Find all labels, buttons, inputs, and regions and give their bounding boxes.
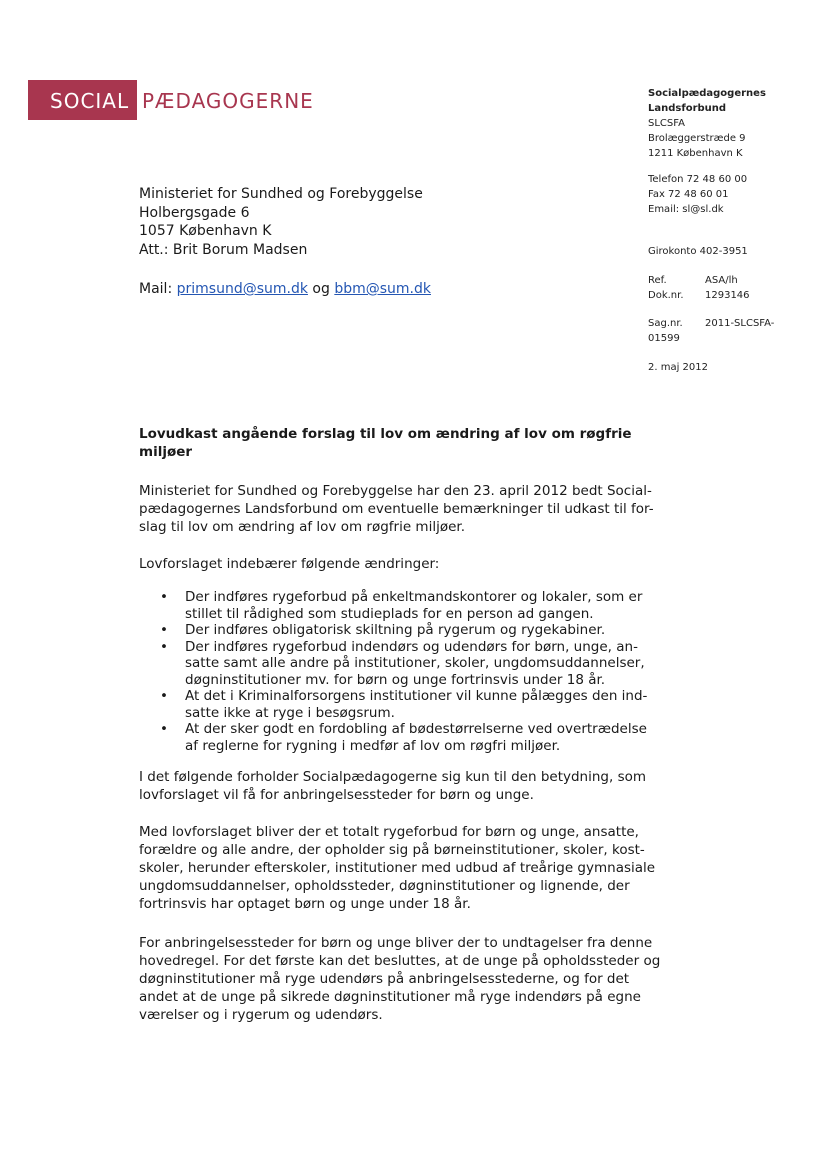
- reference-block: [648, 273, 750, 303]
- ref-label: Ref.: [648, 275, 667, 286]
- letter-heading: Lovudkast angående forslag til lov om ændring af lov om røgfrie miljøer: [139, 426, 632, 460]
- mail-link-bbm[interactable]: bbm@sum.dk: [334, 281, 431, 297]
- sagnr-continuation: 01599: [648, 333, 680, 344]
- changes-list: [139, 589, 659, 754]
- sender-org-line1: Socialpædagogernes: [648, 88, 766, 99]
- bullet-icon: •: [160, 622, 168, 638]
- paragraph-line: skoler, herunder efterskoler, institutioner med udbud af treårige gymnasiale: [139, 860, 656, 876]
- paragraph-line: For anbringelsessteder for børn og unge bliver der to undtagelser fra denne: [139, 935, 653, 951]
- list-item: [139, 688, 659, 721]
- mail-label: Mail:: [139, 281, 173, 297]
- bullet-icon: •: [160, 721, 168, 737]
- intro-line: Ministeriet for Sundhed og Forebyggelse har den 23. april 2012 bedt Social-: [139, 483, 652, 499]
- list-item-line: Der indføres rygeforbud på enkeltmandskontorer og lokaler, som er: [185, 589, 643, 605]
- recipient-address: [139, 185, 423, 259]
- sender-fax: Fax 72 48 60 01: [648, 189, 729, 200]
- list-item: [139, 589, 659, 622]
- letter-date: 2. maj 2012: [648, 362, 708, 373]
- list-item-line: Der indføres rygeforbud indendørs og udendørs for børn, unge, an-: [185, 638, 638, 655]
- paragraph-line: lovforslaget vil få for anbringelsessteder for børn og unge.: [139, 787, 534, 803]
- paragraph-line: ungdomsuddannelser, opholdssteder, døgninstitutioner og lignende, der: [139, 878, 630, 894]
- sender-phone: Telefon 72 48 60 00: [648, 174, 748, 185]
- bullet-icon: •: [160, 638, 168, 655]
- logo-text-social: SOCIAL: [50, 89, 130, 113]
- list-item-line: At der sker godt en fordobling af bødestørrelserne ved overtrædelse: [185, 721, 647, 737]
- mail-joiner: og: [312, 281, 330, 297]
- intro-line: slag til lov om ændring af lov om røgfrie miljøer.: [139, 519, 466, 535]
- sender-city: 1211 København K: [648, 148, 743, 159]
- list-item-line: satte samt alle andre på institutioner, skoler, ungdomsuddannelser,: [185, 655, 645, 671]
- list-item-line: stillet til rådighed som studieplads for en person ad gangen.: [185, 605, 594, 622]
- recipient-line2: Holbergsgade 6: [139, 204, 250, 221]
- sender-contact: [648, 172, 747, 217]
- recipient-line1: Ministeriet for Sundhed og Forebyggelse: [139, 186, 423, 202]
- case-block: [648, 316, 774, 346]
- scope-paragraph: [139, 768, 659, 804]
- logo-text-paedagogerne: PÆDAGOGERNE: [142, 89, 314, 113]
- intro-paragraph: [139, 482, 659, 536]
- sender-giro: Girokonto 402-3951: [648, 246, 748, 257]
- list-item: [139, 721, 659, 754]
- sender-org-line2: Landsforbund: [648, 103, 727, 114]
- paragraph-line: I det følgende forholder Socialpædagogerne sig kun til den betydning, som: [139, 769, 647, 785]
- list-item: [139, 622, 659, 639]
- doknr-label: Dok.nr.: [648, 290, 684, 301]
- sagnr-value: 2011-SLCSFA-: [705, 318, 775, 329]
- bullet-icon: •: [160, 589, 168, 605]
- recipient-line4: Att.: Brit Borum Madsen: [139, 241, 308, 258]
- sender-email: Email: sl@sl.dk: [648, 204, 724, 215]
- mail-link-primsund[interactable]: primsund@sum.dk: [176, 281, 308, 297]
- paragraph-line: fortrinsvis har optaget børn og unge under 18 år.: [139, 896, 471, 912]
- paragraph-line: Med lovforslaget bliver der et totalt rygeforbud for børn og unge, ansatte,: [139, 824, 639, 840]
- list-item-line: Der indføres obligatorisk skiltning på rygerum og rygekabiner.: [185, 622, 606, 638]
- list-item: [139, 639, 659, 689]
- sender-org: [648, 86, 766, 161]
- paragraph-line: døgninstitutioner må ryge udendørs på anbringelsesstederne, og for det: [139, 971, 630, 987]
- list-item-line: satte ikke at ryge i besøgsrum.: [185, 704, 395, 721]
- paragraph-line: andet at de unge på sikrede døgninstitutioner må ryge indendørs på egne: [139, 989, 641, 1005]
- sagnr-label: Sag.nr.: [648, 318, 683, 329]
- paragraph-line: værelser og i rygerum og udendørs.: [139, 1007, 383, 1023]
- changes-intro: Lovforslaget indebærer følgende ændringer:: [139, 556, 440, 572]
- doknr-value: 1293146: [705, 290, 750, 301]
- bullet-icon: •: [160, 688, 168, 704]
- intro-line: pædagogernes Landsforbund om eventuelle bemærkninger til udkast til for-: [139, 501, 654, 517]
- paragraph-line: hovedregel. For det første kan det besluttes, at de unge på opholdssteder og: [139, 953, 661, 969]
- sender-street: Brolæggerstræde 9: [648, 133, 746, 144]
- list-item-line: At det i Kriminalforsorgens institutioner vil kunne pålægges den ind-: [185, 688, 648, 704]
- list-item-line: af reglerne for rygning i medfør af lov om røgfri miljøer.: [185, 737, 561, 754]
- paragraph-line: forældre og alle andre, der opholder sig på børneinstitutioner, skoler, kost-: [139, 842, 645, 858]
- ban-paragraph: [139, 823, 659, 913]
- recipient-mail: [139, 280, 431, 298]
- list-item-line: døgninstitutioner mv. for børn og unge fortrinsvis under 18 år.: [185, 671, 606, 688]
- exceptions-paragraph: [139, 934, 659, 1024]
- recipient-line3: 1057 København K: [139, 223, 272, 239]
- ref-value: ASA/lh: [705, 275, 738, 286]
- sender-abbr: SLCSFA: [648, 118, 685, 129]
